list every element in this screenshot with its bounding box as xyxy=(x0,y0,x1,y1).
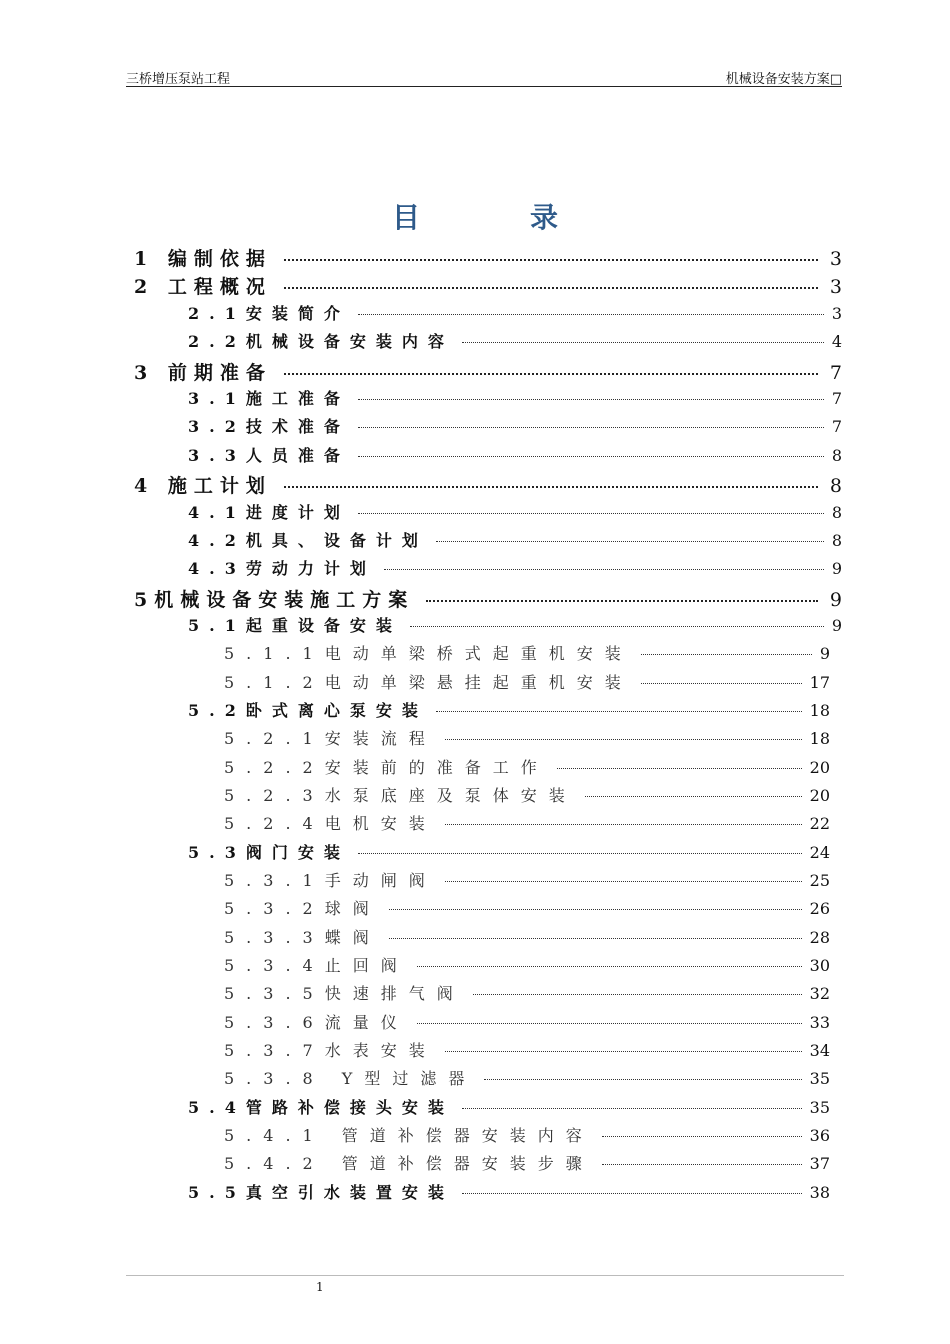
toc-entry-page: 22 xyxy=(809,814,830,833)
toc-entry-page: 9 xyxy=(831,559,842,578)
toc-leader-dots xyxy=(462,326,824,343)
toc-leader-dots xyxy=(358,837,802,854)
toc-leader-dots xyxy=(358,411,824,428)
toc-entry-page: 9 xyxy=(829,589,842,611)
toc-entry[interactable] xyxy=(134,358,842,385)
toc-entry-label: 1 编制依据 xyxy=(134,248,272,270)
toc-entry-label: 4.1进度计划 xyxy=(188,503,350,522)
toc-entry-page: 8 xyxy=(831,446,842,465)
toc-leader-dots xyxy=(384,553,824,570)
toc-leader-dots xyxy=(389,922,802,939)
toc-entry-label: 5.2.1安装流程 xyxy=(224,729,437,748)
toc-entry-label: 5.3.4止回阀 xyxy=(224,956,409,975)
toc-entry[interactable] xyxy=(188,556,842,579)
toc-entry-page: 38 xyxy=(809,1183,830,1202)
toc-leader-dots xyxy=(473,978,802,995)
toc-entry[interactable] xyxy=(188,414,842,437)
toc-leader-dots xyxy=(426,581,818,602)
toc-entry-label: 5.2.3水泵底座及泵体安装 xyxy=(224,786,577,805)
toc-entry[interactable] xyxy=(224,981,830,1004)
toc-entry[interactable] xyxy=(224,755,830,778)
toc-entry-label: 3 前期准备 xyxy=(134,362,272,384)
toc-entry-label: 5.2卧式离心泵安装 xyxy=(188,701,428,720)
toc-entry-page: 3 xyxy=(829,276,842,298)
header-document-name: 机械设备安装方案□ xyxy=(725,72,842,87)
toc-leader-dots xyxy=(602,1120,802,1137)
toc-entry[interactable] xyxy=(224,896,830,919)
toc-entry-label: 5.3.8 Y型过滤器 xyxy=(224,1069,477,1088)
toc-entry[interactable] xyxy=(134,471,842,498)
toc-leader-dots xyxy=(358,440,824,457)
toc-leader-dots xyxy=(436,525,824,542)
toc-entry-page: 7 xyxy=(829,362,842,384)
toc-entry-label: 3.1施工准备 xyxy=(188,389,350,408)
header-project-name: 三桥增压泵站工程 xyxy=(126,72,231,87)
toc-entry[interactable] xyxy=(224,726,830,749)
toc-entry-label: 3.2技术准备 xyxy=(188,417,350,436)
toc-leader-dots xyxy=(445,865,802,882)
toc-entry-page: 32 xyxy=(809,984,830,1003)
toc-entry[interactable] xyxy=(224,783,830,806)
toc-leader-dots xyxy=(358,497,824,514)
toc-entry[interactable] xyxy=(188,500,842,523)
toc-entry[interactable] xyxy=(188,301,842,324)
toc-leader-dots xyxy=(417,1007,802,1024)
toc-leader-dots xyxy=(557,752,802,769)
toc-entry[interactable] xyxy=(224,868,830,891)
toc-leader-dots xyxy=(284,268,818,289)
toc-entry-label: 5.3.5快速排气阀 xyxy=(224,984,465,1003)
toc-entry-label: 5.3阀门安装 xyxy=(188,843,350,862)
toc-leader-dots xyxy=(389,893,802,910)
toc-entry-label: 3.3人员准备 xyxy=(188,446,350,465)
toc-entry[interactable] xyxy=(188,698,830,721)
toc-entry-page: 9 xyxy=(819,644,830,663)
toc-entry-label: 5.2.2安装前的准备工作 xyxy=(224,758,549,777)
toc-entry-label: 5.4.2 管道补偿器安装步骤 xyxy=(224,1154,594,1173)
toc-leader-dots xyxy=(284,354,818,375)
toc-entry-label: 4.3劳动力计划 xyxy=(188,559,376,578)
footer-page-number: 1 xyxy=(316,1280,324,1294)
toc-entry-page: 7 xyxy=(831,389,842,408)
toc-entry[interactable] xyxy=(188,443,842,466)
toc-leader-dots xyxy=(585,780,802,797)
toc-entry-label: 2.1安装简介 xyxy=(188,304,350,323)
toc-leader-dots xyxy=(641,667,802,684)
toc-entry-label: 5.3.6流量仪 xyxy=(224,1013,409,1032)
toc-entry-page: 3 xyxy=(829,248,842,270)
toc-title: 目录 xyxy=(391,201,668,234)
toc-entry-page: 8 xyxy=(831,503,842,522)
toc-entry[interactable] xyxy=(224,953,830,976)
toc-entry[interactable] xyxy=(188,613,842,636)
toc-entry-label: 5.5真空引水装置安装 xyxy=(188,1183,454,1202)
toc-entry-label: 5.3.1手动闸阀 xyxy=(224,871,437,890)
toc-leader-dots xyxy=(445,723,802,740)
toc-entry[interactable] xyxy=(224,1151,830,1174)
toc-entry[interactable] xyxy=(134,585,842,612)
page-header xyxy=(126,66,842,87)
toc-entry[interactable] xyxy=(188,1180,830,1203)
toc-entry-label: 4 施工计划 xyxy=(134,475,272,497)
toc-entry[interactable] xyxy=(188,386,842,409)
toc-entry-page: 3 xyxy=(831,304,842,323)
toc-entry-label: 5.3.3蝶阀 xyxy=(224,928,381,947)
toc-entry[interactable] xyxy=(224,811,830,834)
toc-entry-page: 25 xyxy=(809,871,830,890)
toc-entry[interactable] xyxy=(224,1066,830,1089)
toc-entry[interactable] xyxy=(188,528,842,551)
footer-divider xyxy=(126,1275,844,1276)
toc-entry-page: 24 xyxy=(809,843,830,862)
toc-entry-page: 20 xyxy=(809,786,830,805)
toc-entry-label: 5.4管路补偿接头安装 xyxy=(188,1098,454,1117)
toc-entry-page: 17 xyxy=(809,673,830,692)
toc-entry[interactable] xyxy=(224,1010,830,1033)
toc-entry-label: 5.1.1电动单梁桥式起重机安装 xyxy=(224,644,633,663)
toc-entry[interactable] xyxy=(224,1123,830,1146)
toc-entry-page: 35 xyxy=(809,1098,830,1117)
toc-entry-page: 34 xyxy=(809,1041,830,1060)
toc-entry-page: 18 xyxy=(809,701,830,720)
toc-entry-label: 5.1起重设备安装 xyxy=(188,616,402,635)
toc-entry[interactable] xyxy=(224,670,830,693)
toc-entry-page: 30 xyxy=(809,956,830,975)
toc-leader-dots xyxy=(284,240,818,261)
toc-leader-dots xyxy=(358,298,824,315)
toc-entry-label: 5.2.4电机安装 xyxy=(224,814,437,833)
toc-entry[interactable] xyxy=(188,1095,830,1118)
toc-entry-label: 5机械设备安装施工方案 xyxy=(134,589,415,611)
toc-entry-page: 26 xyxy=(809,899,830,918)
toc-leader-dots xyxy=(284,467,818,488)
toc-entry-page: 7 xyxy=(831,417,842,436)
toc-entry[interactable] xyxy=(224,1038,830,1061)
toc-leader-dots xyxy=(641,638,812,655)
toc-entry-page: 36 xyxy=(809,1126,830,1145)
toc-entry-label: 2.2机械设备安装内容 xyxy=(188,332,454,351)
toc-leader-dots xyxy=(445,1035,802,1052)
toc-entry-page: 9 xyxy=(831,616,842,635)
toc-entry[interactable] xyxy=(134,244,842,271)
toc-entry[interactable] xyxy=(188,329,842,352)
toc-entry-label: 2 工程概况 xyxy=(134,276,272,298)
toc-entry-page: 33 xyxy=(809,1013,830,1032)
toc-entry-page: 4 xyxy=(831,332,842,351)
toc-entry-page: 8 xyxy=(829,475,842,497)
toc-entry-label: 5.3.7水表安装 xyxy=(224,1041,437,1060)
toc-entry-page: 35 xyxy=(809,1069,830,1088)
toc-leader-dots xyxy=(462,1177,802,1194)
toc-leader-dots xyxy=(462,1092,802,1109)
toc-leader-dots xyxy=(410,610,824,627)
toc-entry-page: 28 xyxy=(809,928,830,947)
toc-leader-dots xyxy=(484,1063,801,1080)
toc-entry-label: 5.4.1 管道补偿器安装内容 xyxy=(224,1126,594,1145)
toc-entry-label: 5.3.2球阀 xyxy=(224,899,381,918)
toc-entry-page: 8 xyxy=(831,531,842,550)
toc-leader-dots xyxy=(417,950,802,967)
toc-leader-dots xyxy=(358,383,824,400)
toc-entry-page: 20 xyxy=(809,758,830,777)
toc-leader-dots xyxy=(602,1148,802,1165)
toc-entry[interactable] xyxy=(134,272,842,299)
toc-entry-page: 37 xyxy=(809,1154,830,1173)
toc-leader-dots xyxy=(436,695,802,712)
toc-entry-label: 5.1.2电动单梁悬挂起重机安装 xyxy=(224,673,633,692)
toc-entry-label: 4.2机具、设备计划 xyxy=(188,531,428,550)
toc-leader-dots xyxy=(445,808,802,825)
toc-entry-page: 18 xyxy=(809,729,830,748)
toc-entry[interactable] xyxy=(188,840,830,863)
toc-entry[interactable] xyxy=(224,641,830,664)
toc-entry[interactable] xyxy=(224,925,830,948)
